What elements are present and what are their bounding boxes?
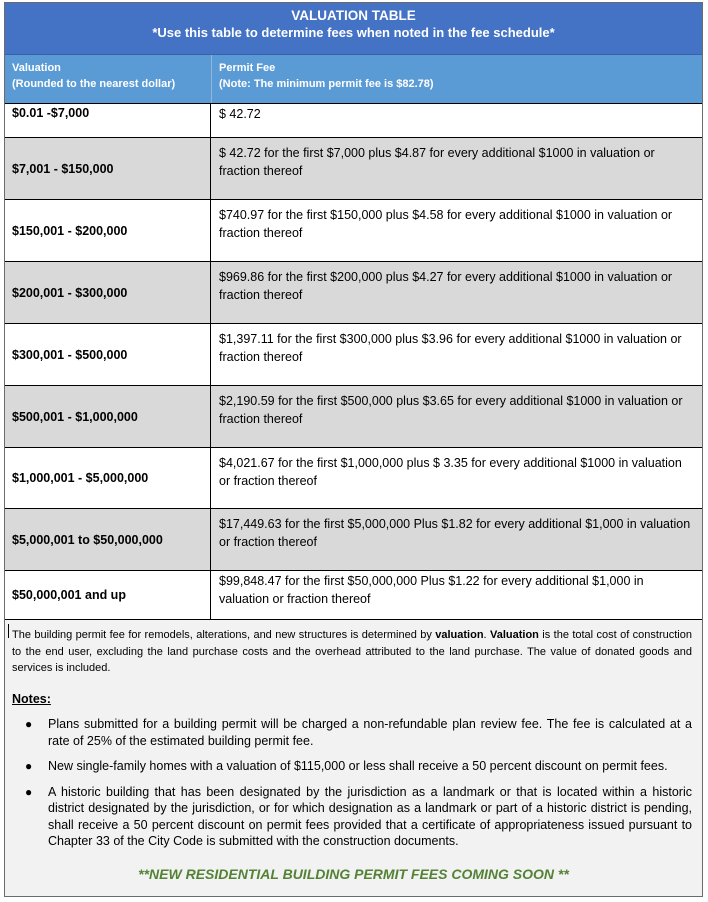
valuation-cell: $300,001 - $500,000 (5, 324, 211, 385)
table-row (5, 104, 702, 138)
valuation-header-label: Valuation (12, 62, 61, 74)
notes-section (5, 620, 702, 896)
table-header-row (5, 55, 702, 104)
intro-text: The building permit fee for remodels, alterations, and new structures is determined by (12, 629, 436, 641)
valuation-description (12, 627, 692, 677)
fee-header-note: (Note: The minimum permit fee is $82.78) (219, 78, 434, 90)
intro-text: . (483, 629, 490, 641)
fee-cell: $1,397.11 for the first $300,000 plus $3.96 for every additional $1000 in valuation or fraction thereof (219, 332, 682, 364)
valuation-cell: $1,000,001 - $5,000,000 (5, 448, 211, 508)
fee-cell: $4,021.67 for the first $1,000,000 plus $ 3.35 for every additional $1000 in valuation or fraction thereof (219, 456, 682, 488)
fee-cell: $99,848.47 for the first $50,000,000 Plus $1.22 for every additional $1,000 in valuation or fraction thereof (219, 574, 644, 606)
table-row (5, 571, 702, 620)
table-row (5, 448, 702, 509)
fee-cell: $2,190.59 for the first $500,000 plus $3.65 for every additional $1000 in valuation or fraction thereof (219, 394, 683, 426)
valuation-cell: $0.01 -$7,000 (5, 104, 211, 137)
intro-bold-valuation-2: Valuation (490, 629, 539, 641)
table-row (5, 509, 702, 571)
note-text: New single-family homes with a valuation of $115,000 or less shall receive a 50 percent discount on permit fees. (48, 759, 668, 773)
notes-title: Notes: (12, 692, 51, 706)
table-row (5, 200, 702, 262)
bullet-icon: ● (25, 717, 33, 731)
fee-cell: $ 42.72 for the first $7,000 plus $4.87 for every additional $1000 in valuation or fraction thereof (219, 146, 655, 178)
fee-cell: $ 42.72 (219, 107, 261, 121)
valuation-table (4, 2, 703, 897)
fee-header (219, 60, 434, 92)
table-row (5, 262, 702, 324)
fee-header-label: Permit Fee (219, 62, 276, 74)
list-item (5, 716, 692, 749)
valuation-header-note: (Rounded to the nearest dollar) (12, 78, 176, 90)
table-row (5, 138, 702, 200)
table-row (5, 386, 702, 448)
intro-bold-valuation: valuation (435, 629, 484, 641)
table-title-bar (5, 3, 702, 55)
valuation-header (12, 60, 175, 92)
intro-text: is the total cost of construction to the end user, excluding the land purchase costs and the overhead attributed to the land purchase. The value of donated goods and services is included. (12, 629, 692, 674)
coming-soon-banner: **NEW RESIDENTIAL BUILDING PERMIT FEES COMING SOON ** (138, 866, 569, 882)
valuation-cell: $7,001 - $150,000 (5, 138, 211, 199)
note-text: A historic building that has been designated by the jurisdiction as a landmark or that is located within a historic district designated by the jurisdiction, or for which designation as a landmark or part of a historic district is pending, shall receive a 50 percent discount on permit fees provided that a certificate of appropriateness issued pursuant to Chapter 33 of the City Code is submitted with the construction documents. (48, 784, 692, 848)
table-subtitle: *Use this table to determine fees when noted in the fee schedule* (152, 25, 555, 40)
notes-list (5, 716, 692, 859)
fee-cell: $969.86 for the first $200,000 plus $4.27 for every additional $1000 in valuation or fraction thereof (219, 270, 673, 302)
bullet-icon: ● (25, 784, 33, 799)
text-cursor (8, 624, 9, 638)
note-text: Plans submitted for a building permit will be charged a non-refundable plan review fee. The fee is calculated at a rate of 25% of the estimated building permit fee. (48, 717, 692, 748)
list-item (5, 784, 692, 850)
valuation-cell: $50,000,001 and up (5, 571, 211, 619)
valuation-cell: $150,001 - $200,000 (5, 200, 211, 261)
table-title: VALUATION TABLE (291, 8, 416, 23)
list-item (5, 758, 692, 775)
valuation-cell: $500,001 - $1,000,000 (5, 386, 211, 447)
table-row (5, 324, 702, 386)
valuation-cell: $200,001 - $300,000 (5, 262, 211, 323)
valuation-cell: $5,000,001 to $50,000,000 (5, 509, 211, 570)
fee-cell: $740.97 for the first $150,000 plus $4.58 for every additional $1000 in valuation or fraction thereof (219, 208, 673, 240)
bullet-icon: ● (25, 759, 33, 773)
header-divider (211, 55, 212, 103)
fee-cell: $17,449.63 for the first $5,000,000 Plus $1.82 for every additional $1,000 in valuation or fraction thereof (219, 517, 691, 549)
